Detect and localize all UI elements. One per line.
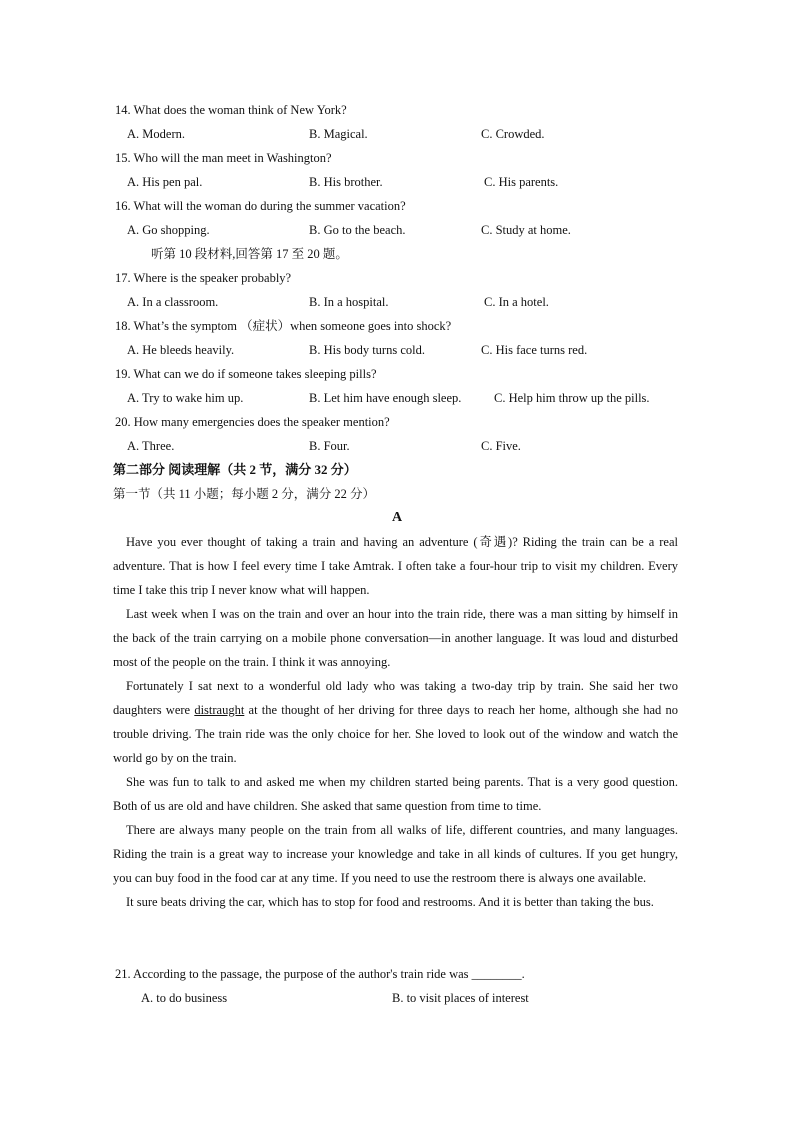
q20-option-c: C. Five. bbox=[481, 439, 521, 453]
q20-option-a: A. Three. bbox=[127, 439, 175, 453]
passage-paragraph-6: It sure beats driving the car, which has to stop for food and restrooms. And it is better than taking the bus. bbox=[126, 895, 654, 909]
q16-option-c: C. Study at home. bbox=[481, 223, 571, 237]
q17-option-a: A. In a classroom. bbox=[127, 295, 219, 309]
paragraph-3-part-2: at the thought of her driving for three days to reach her home, although she had no trouble driving. The train ride was the only choice for her. She loved to look out of the window and watch the world go by on the train. bbox=[113, 703, 678, 765]
underlined-word-distraught: distraught bbox=[194, 703, 245, 717]
q15-option-b: B. His brother. bbox=[309, 175, 383, 189]
section-title: 第一节（共 11 小题；每小题 2 分，满分 22 分） bbox=[113, 487, 376, 501]
passage-paragraph-2: Last week when I was on the train and over an hour into the train ride, there was a man sitting by himself in the back of the train carrying on a mobile phone conversation—in another language. It was loud and disturbed most of the people on the train. I think it was annoying. bbox=[113, 607, 678, 669]
passage-a bbox=[113, 530, 678, 914]
q18-option-a: A. He bleeds heavily. bbox=[127, 343, 235, 357]
q19-option-b: B. Let him have enough sleep. bbox=[309, 391, 462, 405]
passage-label: A bbox=[391, 510, 403, 525]
q17-option-c: C. In a hotel. bbox=[484, 295, 549, 309]
q14-option-a: A. Modern. bbox=[127, 127, 185, 141]
question-18: 18. What’s the symptom （症状）when someone goes into shock? bbox=[115, 319, 452, 333]
passage-paragraph-1: Have you ever thought of taking a train and having an adventure (奇遇)? Riding the train can be a real adventure. That is how I feel every time I take Amtrak. I often take a four-hour trip to visit my children. Every time I take this trip I never know what will happen. bbox=[113, 535, 678, 597]
q21-option-b: B. to visit places of interest bbox=[392, 991, 529, 1005]
listening-instruction: 听第 10 段材料,回答第 17 至 20 题。 bbox=[151, 247, 348, 261]
q15-option-a: A. His pen pal. bbox=[127, 175, 203, 189]
q19-option-c: C. Help him throw up the pills. bbox=[494, 391, 650, 405]
q17-option-b: B. In a hospital. bbox=[309, 295, 389, 309]
q20-option-b: B. Four. bbox=[309, 439, 350, 453]
passage-paragraph-4: She was fun to talk to and asked me when my children started being parents. That is a very good question. Both of us are old and have children. She asked that same question from time to time. bbox=[113, 775, 678, 813]
q18-option-c: C. His face turns red. bbox=[481, 343, 588, 357]
question-19: 19. What can we do if someone takes sleeping pills? bbox=[115, 367, 377, 381]
passage-paragraph-3 bbox=[113, 674, 678, 770]
paragraph-3-part-1: Fortunately I sat next to a wonderful old lady who was taking a two-day trip by train. She said her two daughters were bbox=[113, 679, 678, 717]
question-20: 20. How many emergencies does the speaker mention? bbox=[115, 415, 390, 429]
question-16: 16. What will the woman do during the summer vacation? bbox=[115, 199, 406, 213]
q21-option-a: A. to do business bbox=[141, 991, 228, 1005]
q14-option-b: B. Magical. bbox=[309, 127, 368, 141]
q16-option-a: A. Go shopping. bbox=[127, 223, 210, 237]
question-21: 21. According to the passage, the purpose of the author's train ride was ________. bbox=[115, 967, 525, 981]
q18-option-b: B. His body turns cold. bbox=[309, 343, 425, 357]
passage-paragraph-5: There are always many people on the train from all walks of life, different countries, and many languages. Riding the train is a great way to increase your knowledge and take in all kinds of cultures. If you get hungry, you can buy food in the food car at any time. If you need to use the restroom there is always one available. bbox=[113, 823, 678, 885]
q14-option-c: C. Crowded. bbox=[481, 127, 545, 141]
q15-option-c: C. His parents. bbox=[484, 175, 559, 189]
question-17: 17. Where is the speaker probably? bbox=[115, 271, 292, 285]
part-title: 第二部分 阅读理解（共 2 节，满分 32 分） bbox=[113, 462, 357, 477]
q16-option-b: B. Go to the beach. bbox=[309, 223, 406, 237]
question-14: 14. What does the woman think of New York? bbox=[115, 103, 347, 117]
q19-option-a: A. Try to wake him up. bbox=[127, 391, 244, 405]
question-15: 15. Who will the man meet in Washington? bbox=[115, 151, 332, 165]
